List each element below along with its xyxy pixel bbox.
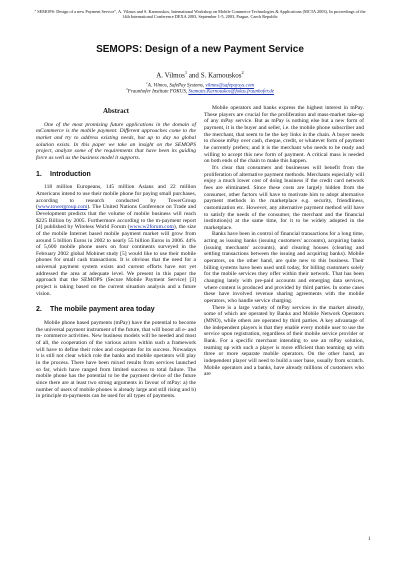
author-karnouskos: S. Karnouskos bbox=[200, 71, 242, 80]
affiliation-2 bbox=[0, 83, 400, 96]
body-paragraph: It's clear that consumers and businesses will benefit from the proliferation of alternative payment methods. Merchants especially will enjoy a much lower cost of doing business if the credit card network fees are eliminated. Since these costs are largely hidden from the consumer, other factors will have to motivate him to adopt alternative payment methods in the marketplace e.g. security, friendliness, customization etc. However, any alternative payment method will have to satisfy the needs of the consumer, the merchant and the financial institution(s) at the same time, for it to be widely adopted in the marketplace. bbox=[204, 164, 364, 231]
mobile-payment-paragraph: Mobile phone based payments (mPay) have the potential to become the universal payment instrument of the future, that will boost all e- and m- commerce activities. New business models will be needed and most of all, the cooperation of the various actors within such a framework will have to define their roles and cooperate for its success. Nowadays it is still not clear which role the banks and mobile operators will play in the process. There have been mixed results from services launched so far, which have ranged from limited success to total failure. The mobile phone has the potential to be the payment device of the future since there are at least two strong arguments in favour of mPay: a) the number of users of mobile phones is already large and still rising and b) in principle m-payments can be used for all types of payments. bbox=[36, 320, 196, 400]
text-run: ). The United Nations Conference on Trade and Development predicts that the volume of mobile business will reach $225 Billion by 2005. Furthermore according to the m-payment report [4] published by Wireless World Forum ( bbox=[36, 204, 196, 231]
section-number: 1. bbox=[36, 170, 42, 178]
section-number: 2. bbox=[36, 306, 42, 314]
towergroup-link[interactable]: www.towergroup.com bbox=[37, 204, 88, 211]
affiliation-text: A. Vilmos, SafePay Systems, bbox=[147, 83, 206, 89]
running-header: " SEMOPS: Design of a new Payment Service", A. Vilmos and S. Karnouskos, International Workshop on Mobile Commerce Technologies & Applications (MCTA 2003), In proceedings of the 14th International Conference DEXA 2003, September 1-5, 2003, Prague, Czech Republic bbox=[34, 9, 366, 20]
body-paragraph: Banks have been in control of financial transactions for a long time, acting as issuing banks (issuing customers' accounts), acquiring banks (issuing merchants' accounts), and clearing houses (clearing and settling transactions between the issuing and acquiring banks). Mobile operators, on the other hand, are quite new to this business. Their billing systems have been used until today, for billing customers solely for the mobile services they offer within their network. That has been changing lately with pre-paid accounts and emerging data services, where content is produced and provided by third parties. In some cases these have involved revenue sharing agreements with the mobile operators, who handle service charging. bbox=[204, 231, 364, 305]
section-heading-mobile-payment bbox=[36, 307, 196, 314]
section-title: The mobile payment area today bbox=[50, 306, 155, 314]
author-and: and bbox=[188, 71, 199, 80]
abstract-text: One of the most promising future applications in the domain of mCommerce is the mobile payment. Different approaches come to the market and try to address existing needs, but up to day no global solution exists. In this paper we take an insight on the SEMOPS project, analyze some of the requirements that have been its guiding force as well as the business model it supports. bbox=[36, 121, 196, 161]
section-heading-introduction bbox=[36, 172, 196, 179]
email-link[interactable]: vilmos@safepaysys.com bbox=[205, 83, 254, 89]
author-sup: 2 bbox=[241, 70, 244, 75]
author-vilmos: A. Vilmos bbox=[156, 71, 185, 80]
body-paragraph: Mobile operators and banks express the highest interest in mPay. These players are crucial for the proliferation and mass-market take-up of any mPay service. But as mPay is nothing else but a new form of payment, it is the buyer and seller, i.e. the mobile phone subscriber and the merchant, that seem to be the key links in the chain. A buyer needs to choose mPay over cash, cheque, credit, or whatever form of payment he currently prefers; and it is the merchant who needs to be ready and willing to accept this new form of payment. A critical mass is needed on both ends of the chain to make this happen. bbox=[204, 105, 364, 165]
affiliation-sup: 1 bbox=[146, 81, 148, 85]
left-column bbox=[36, 108, 196, 400]
affiliation-sup: 2 bbox=[126, 87, 128, 91]
text-run: ), the size of the mobile Internet based mobile payment market will grow from around 5 billion Euros in 2002 to nearly 55 billion Euros in 2006. 44% of 5,600 mobile phone users on four continents surveyed in the February 2002 global Mobinet study [5] would like to use their mobile phones for small cash transactions. It is obvious that the need for a universal payment system exists and current efforts have not yet addressed the area at adequate level. We present in this paper the approach that the SEMOPS (Secure Mobile Payment Service) [3] project is taking based on the current situation analysis and a future vision. bbox=[36, 224, 196, 297]
paper-title: SEMOPS: Design of a new Payment Service bbox=[96, 44, 304, 55]
introduction-paragraph bbox=[36, 184, 196, 297]
body-paragraph: There is a large variety of mPay services in the market already, some of which are operated by Banks and Mobile Network Operators (MNO), while others are operated by third parties. A key advantage of the independent players is that they enable every mobile user to use the service upon registration, regardless of their mobile service provider or Bank. For a specific merchant intending to use an mPay solution, teaming up with such a player is more efficient than teaming up with three or more separate mobile operators. On the other hand, an independent player will need to build a user base, usually from scratch. Mobile operators and a banks, have already millions of customers who are bbox=[204, 304, 364, 378]
w2forum-link[interactable]: www.w2forum.com bbox=[129, 224, 174, 231]
page-number: 1 bbox=[368, 537, 371, 542]
section-title: Introduction bbox=[50, 170, 91, 178]
text-run: 118 million Europeans, 145 million Asians and 22 million Americans intend to use their mobile phone for paying small purchases, according to research conducted by TowerGroup ( bbox=[36, 184, 196, 211]
author-line bbox=[0, 70, 400, 79]
affiliation-text: Fraunhofer Institute FOKUS, bbox=[127, 89, 189, 95]
abstract-heading: Abstract bbox=[102, 107, 130, 115]
email-link[interactable]: Stamatis.Karnouskos@fokus.fraunhofer.de bbox=[188, 89, 274, 95]
right-column bbox=[204, 105, 364, 378]
author-sup: 1 bbox=[184, 70, 188, 75]
